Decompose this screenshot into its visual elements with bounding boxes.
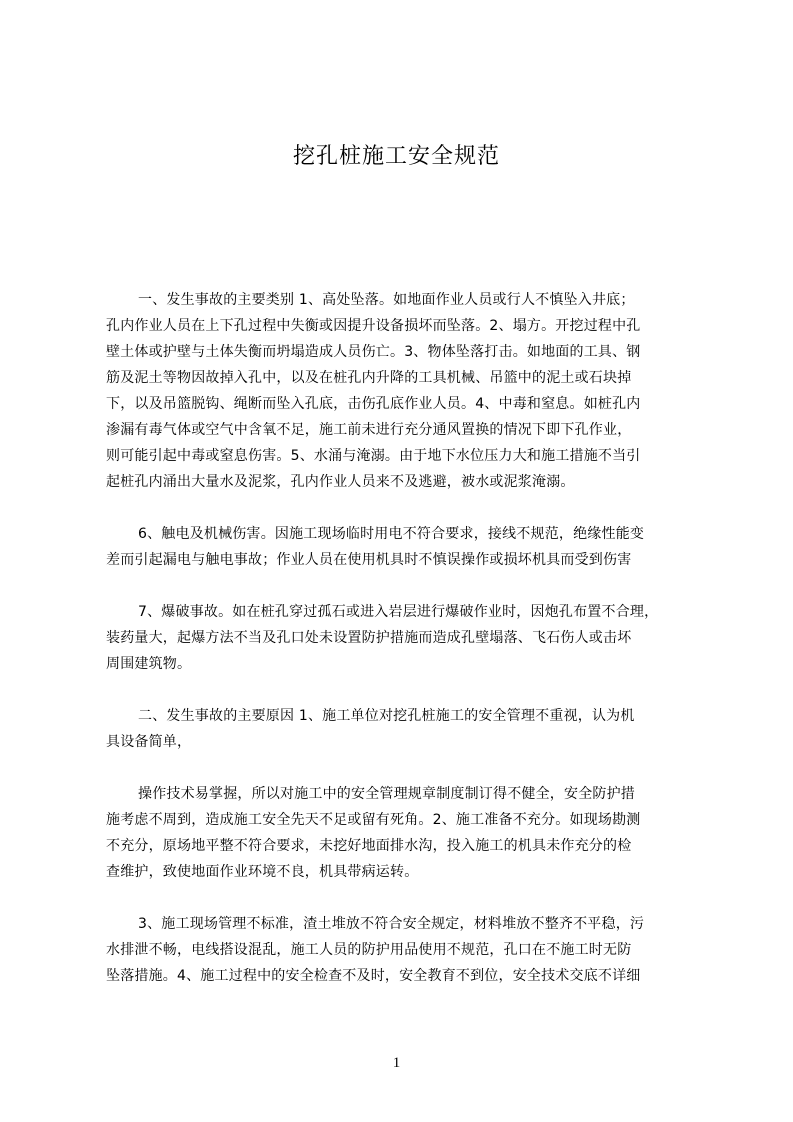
text-line: 装药量大，起爆方法不当及孔口处未设置防护措施而造成孔壁塌落、飞石伤人或击坏: [106, 630, 632, 646]
paragraph-blasting-accident: [106, 599, 702, 677]
document-title: 挖孔桩施工安全规范: [292, 144, 500, 169]
text-line: 6、触电及机械伤害。因施工现场临时用电不符合要求，接线不规范，绝缘性能变: [138, 526, 645, 542]
text-line: 操作技术易掌握，所以对施工中的安全管理规章制度制订得不健全，安全防护措: [138, 786, 635, 802]
paragraph-site-management: [106, 911, 702, 989]
text-line: 具设备简单，: [106, 734, 192, 750]
text-line: 水排泄不畅，电线搭设混乱，施工人员的防护用品使用不规范，孔口在不施工时无防: [106, 942, 632, 958]
paragraph-management-and-preparation: [106, 781, 702, 885]
text-line: 周围建筑物。: [106, 656, 192, 672]
text-line: 筋及泥土等物因故掉入孔中，以及在桩孔内升降的工具机械、吊篮中的泥土或石块掉: [106, 370, 632, 386]
text-line: 渗漏有毒气体或空气中含氧不足，施工前未进行充分通风置换的情况下即下孔作业，: [106, 422, 632, 438]
text-line: 二、发生事故的主要原因 1、施工单位对挖孔桩施工的安全管理不重视，认为机: [138, 708, 635, 724]
text-line: 3、施工现场管理不标准，渣土堆放不符合安全规定，材料堆放不整齐不平稳，污: [138, 916, 645, 932]
text-line: 差而引起漏电与触电事故；作业人员在使用机具时不慎误操作或损坏机具而受到伤害: [106, 552, 632, 568]
text-line: 孔内作业人员在上下孔过程中失衡或因提升设备损坏而坠落。2、塌方。开挖过程中孔: [106, 318, 641, 334]
text-line: 起桩孔内涌出大量水及泥浆，孔内作业人员来不及逃避，被水或泥浆淹溺。: [106, 474, 575, 490]
page-number: 1: [392, 1055, 401, 1071]
paragraph-electric-mechanical-injury: [106, 521, 702, 573]
text-line: 一、发生事故的主要类别 1、高处坠落。如地面作业人员或行人不慎坠入井底；: [138, 292, 635, 308]
text-line: 施考虑不周到，造成施工安全先天不足或留有死角。2、施工准备不充分。如现场勘测: [106, 812, 641, 828]
text-line: 查维护，致使地面作业环境不良，机具带病运转。: [106, 864, 419, 880]
text-line: 则可能引起中毒或窒息伤害。5、水涌与淹溺。由于地下水位压力大和施工措施不当引: [106, 448, 641, 464]
text-line: 壁土体或护壁与土体失衡而坍塌造成人员伤亡。3、物体坠落打击。如地面的工具、钢: [106, 344, 641, 360]
text-line: 坠落措施。4、施工过程中的安全检查不及时，安全教育不到位，安全技术交底不详细: [106, 968, 641, 984]
text-line: 不充分，原场地平整不符合要求，未挖好地面排水沟，投入施工的机具未作充分的检: [106, 838, 632, 854]
paragraph-main-causes: [106, 703, 702, 755]
text-line: 下，以及吊篮脱钩、绳断而坠入孔底，击伤孔底作业人员。4、中毒和窒息。如桩孔内: [106, 396, 641, 412]
text-line: 7、爆破事故。如在桩孔穿过孤石或进入岩层进行爆破作业时，因炮孔布置不合理，: [138, 604, 659, 620]
paragraph-accident-types: [106, 287, 702, 495]
document-body: [106, 287, 702, 989]
